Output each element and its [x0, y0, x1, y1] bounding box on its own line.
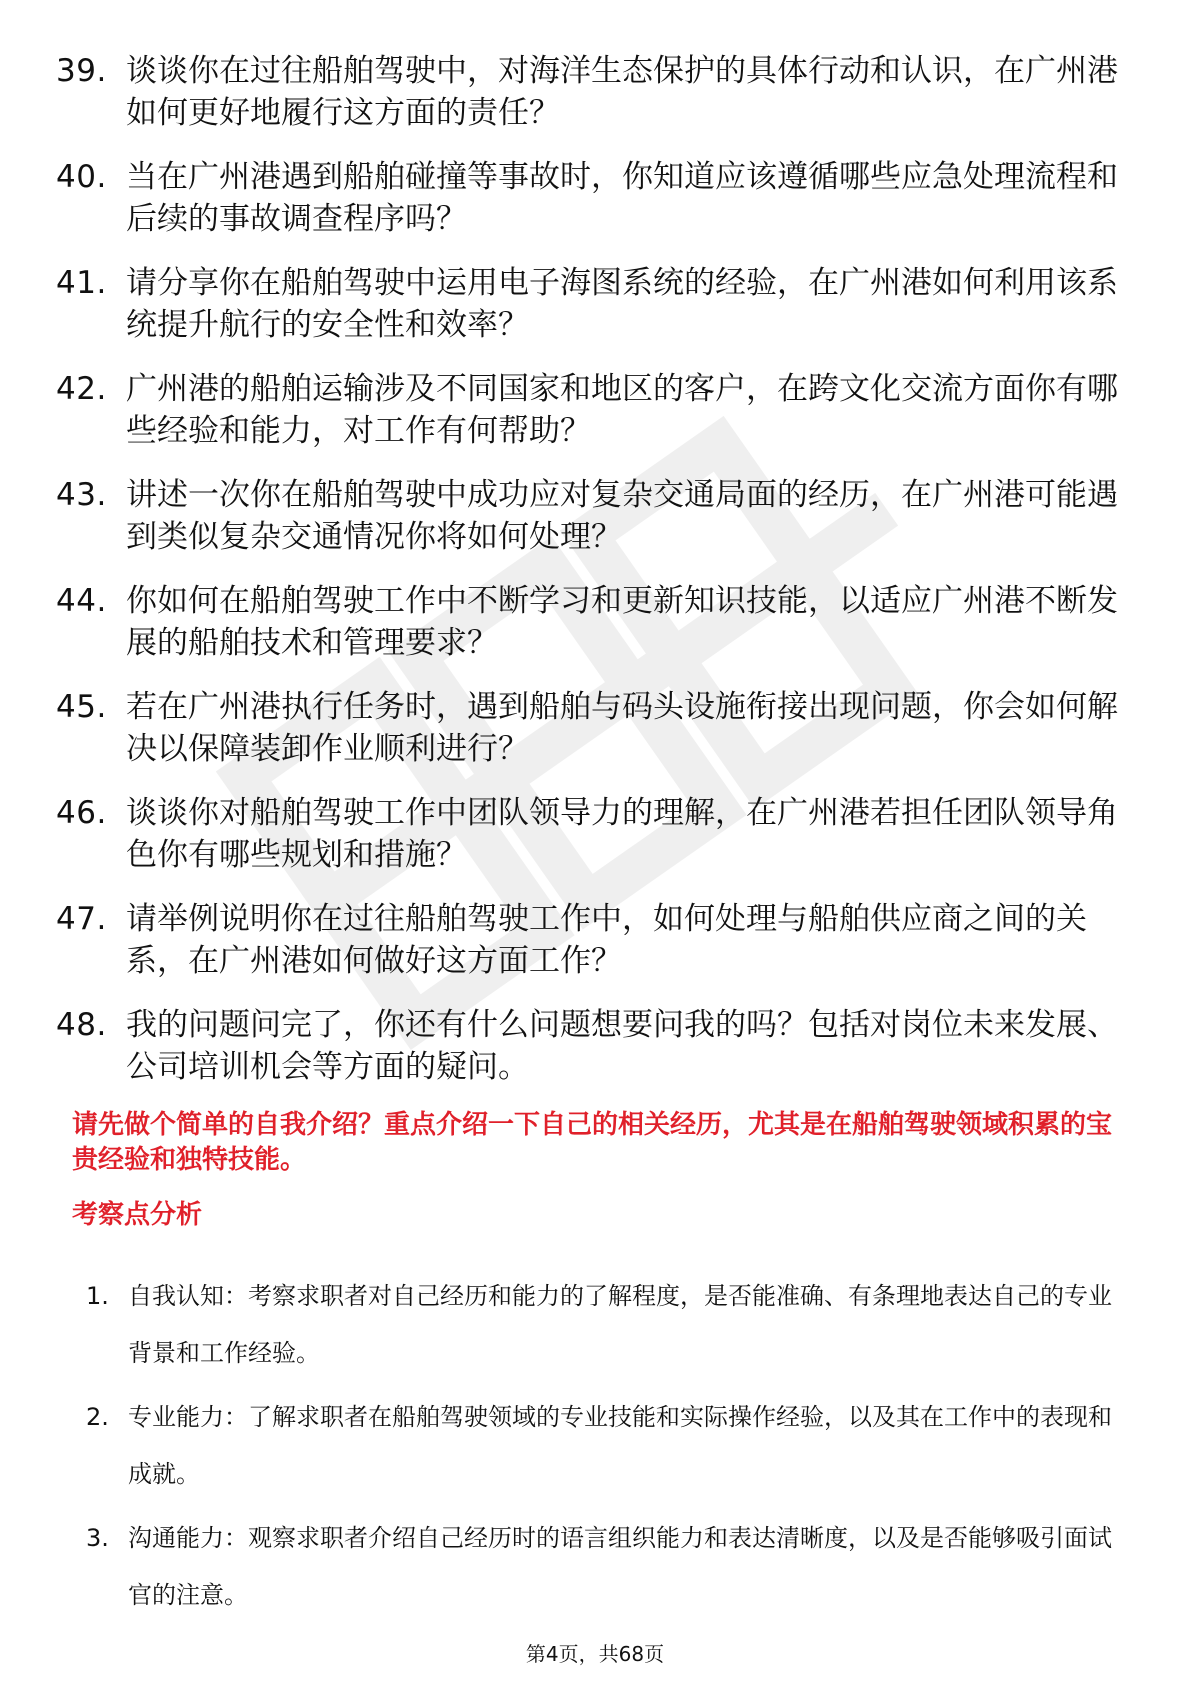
- analysis-text: 沟通能力：观察求职者介绍自己经历时的语言组织能力和表达清晰度，以及是否能够吸引面试官的注意。: [128, 1524, 1112, 1609]
- question-text: 若在广州港执行任务时，遇到船舶与码头设施衔接出现问题，你会如何解决以保障装卸作业顺利进行？: [126, 689, 1118, 767]
- question-text: 谈谈你在过往船舶驾驶中，对海洋生态保护的具体行动和认识，在广州港如何更好地履行这方面的责任？: [126, 53, 1118, 131]
- question-item: [56, 474, 1136, 558]
- question-item: [56, 898, 1136, 982]
- question-item: [56, 50, 1136, 134]
- question-number: 48.: [56, 1007, 107, 1043]
- page-footer: 第4页，共68页: [525, 1642, 665, 1666]
- question-number: 47.: [56, 901, 107, 937]
- analysis-number: 1.: [86, 1282, 109, 1310]
- analysis-number: 2.: [86, 1403, 109, 1431]
- question-item: [56, 156, 1136, 240]
- question-number: 45.: [56, 689, 107, 725]
- question-text: 当在广州港遇到船舶碰撞等事故时，你知道应该遵循哪些应急处理流程和后续的事故调查程序吗？: [126, 159, 1118, 237]
- question-text: 广州港的船舶运输涉及不同国家和地区的客户，在跨文化交流方面你有哪些经验和能力，对工作有何帮助？: [126, 371, 1118, 449]
- question-item: [56, 686, 1136, 770]
- question-text: 请举例说明你在过往船舶驾驶工作中，如何处理与船舶供应商之间的关系，在广州港如何做好这方面工作？: [126, 901, 1087, 979]
- question-text: 谈谈你对船舶驾驶工作中团队领导力的理解，在广州港若担任团队领导角色你有哪些规划和措施？: [126, 795, 1118, 873]
- question-text: 你如何在船舶驾驶工作中不断学习和更新知识技能，以适应广州港不断发展的船舶技术和管理要求？: [126, 583, 1118, 661]
- analysis-heading: 考察点分析: [72, 1200, 203, 1230]
- question-number: 43.: [56, 477, 107, 513]
- question-item: [56, 580, 1136, 664]
- analysis-item: [86, 1510, 1126, 1624]
- analysis-text: 自我认知：考察求职者对自己经历和能力的了解程度，是否能准确、有条理地表达自己的专业背景和工作经验。: [128, 1282, 1112, 1367]
- intro-question: 请先做个简单的自我介绍？重点介绍一下自己的相关经历，尤其是在船舶驾驶领域积累的宝贵经验和独特技能。: [72, 1110, 1113, 1175]
- question-item: [56, 262, 1136, 346]
- question-text: 请分享你在船舶驾驶中运用电子海图系统的经验，在广州港如何利用该系统提升航行的安全性和效率？: [126, 265, 1118, 343]
- analysis-text: 专业能力：了解求职者在船舶驾驶领域的专业技能和实际操作经验，以及其在工作中的表现和成就。: [128, 1403, 1112, 1488]
- question-number: 44.: [56, 583, 107, 619]
- analysis-item: [86, 1389, 1126, 1503]
- question-item: [56, 792, 1136, 876]
- question-text: 讲述一次你在船舶驾驶中成功应对复杂交通局面的经历，在广州港可能遇到类似复杂交通情况你将如何处理？: [126, 477, 1118, 555]
- analysis-number: 3.: [86, 1524, 109, 1552]
- question-text: 我的问题问完了，你还有什么问题想要问我的吗？包括对岗位未来发展、公司培训机会等方面的疑问。: [126, 1007, 1118, 1085]
- question-list: [56, 50, 1136, 1110]
- question-number: 46.: [56, 795, 107, 831]
- analysis-list: [86, 1268, 1126, 1631]
- question-number: 42.: [56, 371, 107, 407]
- question-number: 41.: [56, 265, 107, 301]
- question-item: [56, 1004, 1136, 1088]
- question-number: 40.: [56, 159, 107, 195]
- question-item: [56, 368, 1136, 452]
- question-number: 39.: [56, 53, 107, 89]
- analysis-item: [86, 1268, 1126, 1382]
